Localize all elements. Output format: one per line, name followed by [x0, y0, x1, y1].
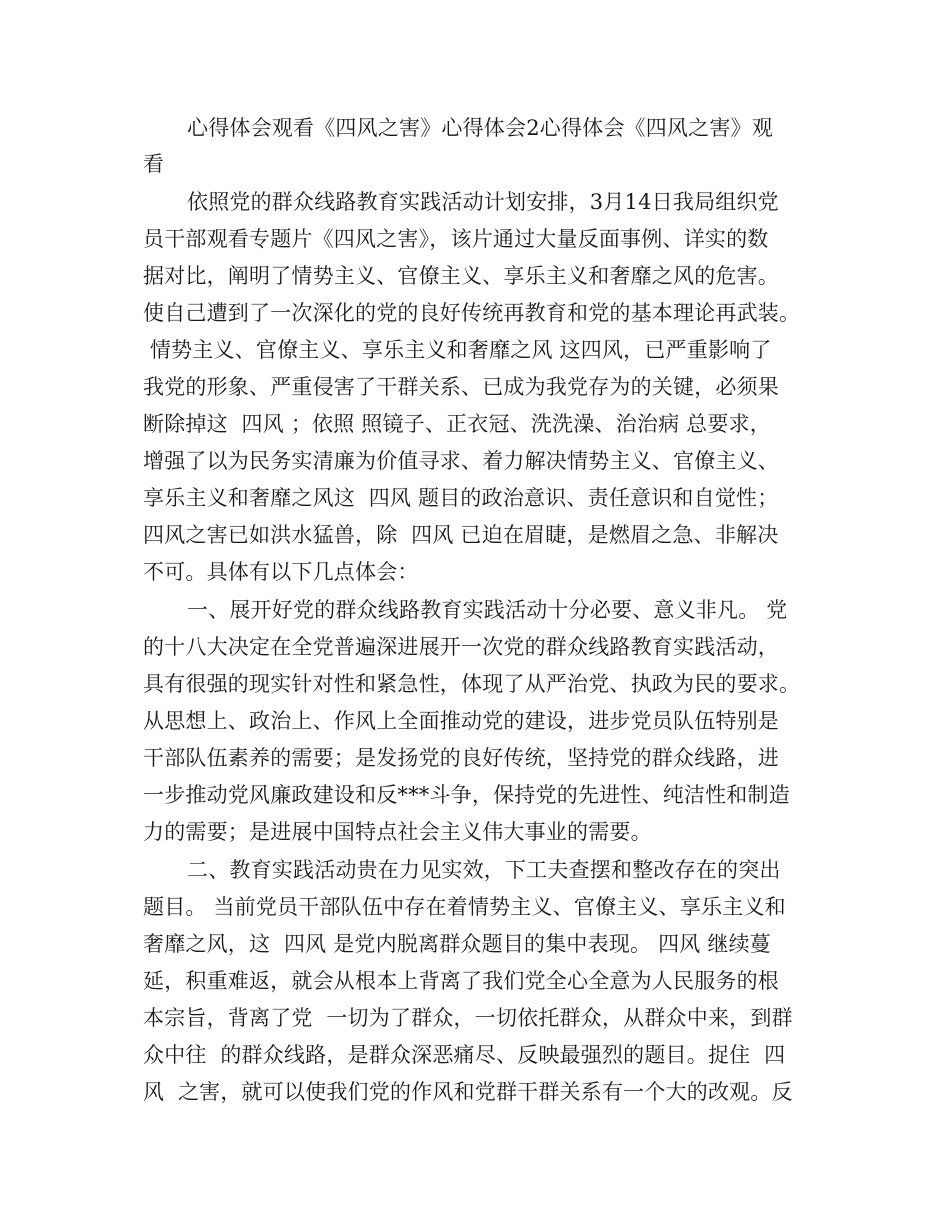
paragraph-3-line-7: 风 之害，就可以使我们党的作风和党群干群关系有一个大的改观。反 — [143, 1080, 793, 1104]
paragraph-1-line-3: 据对比，阐明了情势主义、官僚主义、享乐主义和奢靡之风的危害。 — [143, 264, 779, 288]
paragraph-2-line-7: 力的需要；是进展中国特点社会主义伟大事业的需要。 — [143, 820, 652, 844]
paragraph-1-line-4: 使自己遭到了一次深化的党的良好传统再教育和党的基本理论再武装。 — [143, 301, 801, 325]
paragraph-2-line-4: 从思想上、政治上、作风上全面推动党的建设，进步党员队伍特别是 — [143, 709, 779, 733]
paragraph-3-line-3: 奢靡之风，这 四风 是党内脱离群众题目的集中表现。 四风 继续蔓 — [143, 932, 771, 956]
paragraph-1-line-1: 依照党的群众线路教育实践活动计划安排，3月14日我局组织党 — [187, 190, 779, 214]
paragraph-1-line-9: 享乐主义和奢靡之风这 四风 题目的政治意识、责任意识和自觉性； — [143, 486, 779, 510]
document-title-line-1: 心得体会观看《四风之害》心得体会2心得体会《四风之害》观 — [187, 116, 773, 140]
paragraph-2-line-3: 具有很强的现实针对性和紧急性，体现了从严治党、执政为民的要求。 — [143, 672, 801, 696]
document-title-line-2: 看 — [143, 152, 165, 176]
paragraph-3-line-5: 本宗旨，背离了党 一切为了群众，一切依托群众，从群众中来，到群 — [143, 1006, 793, 1030]
paragraph-3-line-6: 众中往 的群众线路，是群众深恶痛尽、反映最强烈的题目。捉住 四 — [143, 1043, 786, 1067]
paragraph-3-line-4: 延，积重难返，就会从根本上背离了我们党全心全意为人民服务的根 — [143, 969, 779, 993]
paragraph-1-line-11: 不可。具体有以下几点体会： — [143, 560, 419, 584]
paragraph-2-line-6: 一步推动党风廉政建设和反***斗争，保持党的先进性、纯洁性和制造 — [143, 783, 790, 807]
paragraph-2-line-2: 的十八大决定在全党普遍深进展开一次党的群众线路教育实践活动， — [143, 635, 779, 659]
paragraph-2-line-5: 干部队伍素养的需要；是发扬党的良好传统，坚持党的群众线路，进 — [143, 746, 779, 770]
paragraph-1-line-8: 增强了以为民务实清廉为价值寻求、着力解决情势主义、官僚主义、 — [143, 449, 779, 473]
paragraph-3-line-1: 二、教育实践活动贵在力见实效，下工夫查摆和整改存在的突出 — [187, 858, 781, 882]
paragraph-1-line-6: 我党的形象、严重侵害了干群关系、已成为我党存为的关键，必须果 — [143, 375, 779, 399]
paragraph-1-line-7: 断除掉这 四风 ；依照 照镜子、正衣冠、洗洗澡、治治病 总要求， — [143, 412, 771, 436]
paragraph-1-line-5: 情势主义、官僚主义、享乐主义和奢靡之风 这四风，已严重影响了 — [143, 338, 772, 362]
paragraph-1-line-2: 员干部观看专题片《四风之害》，该片通过大量反面事例、详实的数 — [143, 227, 769, 251]
paragraph-3-line-2: 题目。 当前党员干部队伍中存在着情势主义、官僚主义、享乐主义和 — [143, 895, 786, 919]
paragraph-2-line-1: 一、展开好党的群众线路教育实践活动十分必要、意义非凡。 党 — [187, 598, 788, 622]
paragraph-1-line-10: 四风之害已如洪水猛兽，除 四风 已迫在眉睫，是燃眉之急、非解决 — [143, 523, 779, 547]
